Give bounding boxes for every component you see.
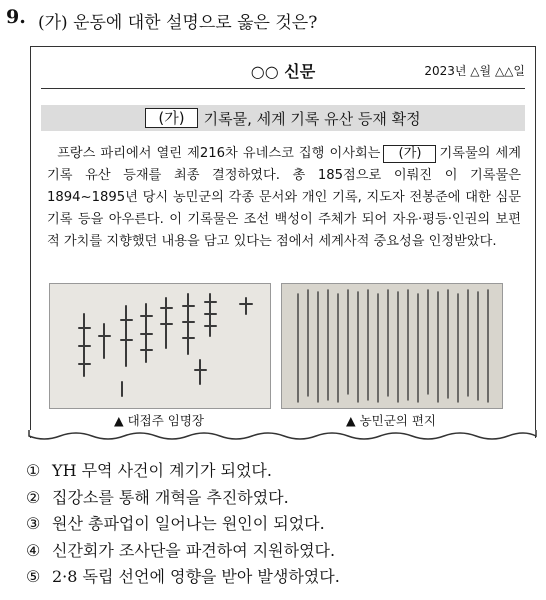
newspaper-clipping (30, 46, 536, 438)
headline-text: 기록물, 세계 기록 유산 등재 확정 (203, 109, 421, 128)
question-text: (가) 운동에 대한 설명으로 옳은 것은? (38, 13, 318, 33)
torn-edge (28, 430, 538, 444)
choice-4[interactable] (26, 538, 340, 565)
article-rest: 기록물의 세계 기록 유산 등재를 최종 결정하였다. 총 185점으로 이뤄진 이 기록물은 1894~1895년 당시 농민군의 각종 문서와 개인 기록, 지도자 전봉준에 대한 심문 기록 등을 아우른다. 이 기록물은 조선 백성이 주체가 되어 자유·평등·인권의 보편적 가치를 지향했던 내용을 담고 있다는 점에서 세계사적 중요성을 인정받았다. (47, 146, 521, 249)
appointment-letter-photo (49, 283, 271, 409)
choice-1-text: YH 무역 사건이 계기가 되었다. (52, 461, 272, 480)
choice-3[interactable] (26, 511, 340, 538)
header-rule (41, 88, 525, 89)
headline-blank: (가) (145, 108, 197, 128)
choice-3-mark: ③ (26, 514, 41, 533)
photo2-caption: ▲ 농민군의 편지 (345, 413, 436, 428)
photo1-caption: ▲ 대접주 임명장 (113, 413, 204, 428)
article-body (47, 143, 521, 253)
newspaper-name: ○○ 신문 (250, 62, 316, 81)
article-lead: 프랑스 파리에서 열린 제216차 유네스코 집행 이사회는 (57, 146, 381, 161)
choice-1-mark: ① (26, 461, 41, 480)
choice-2-mark: ② (26, 487, 41, 507)
choice-2[interactable] (26, 485, 340, 512)
choice-4-mark: ④ (26, 540, 41, 560)
choice-5[interactable] (26, 564, 340, 591)
choice-1[interactable] (26, 458, 340, 485)
newspaper-header (31, 59, 535, 83)
peasant-army-letter-photo (281, 283, 503, 409)
choice-5-mark: ⑤ (26, 567, 41, 586)
headline (41, 105, 525, 131)
newspaper-date: 2023년 △월 △△일 (424, 64, 525, 78)
choice-2-text: 집강소를 통해 개혁을 추진하였다. (52, 487, 289, 507)
choice-4-text: 신간회가 조사단을 파견하여 지원하였다. (52, 540, 336, 560)
article-blank: (가) (383, 145, 436, 163)
answer-choices (26, 458, 340, 591)
question-number: 9. (6, 6, 26, 28)
choice-3-text: 원산 총파업이 일어나는 원인이 되었다. (52, 514, 325, 533)
choice-5-text: 2·8 독립 선언에 영향을 받아 발생하였다. (52, 567, 340, 586)
